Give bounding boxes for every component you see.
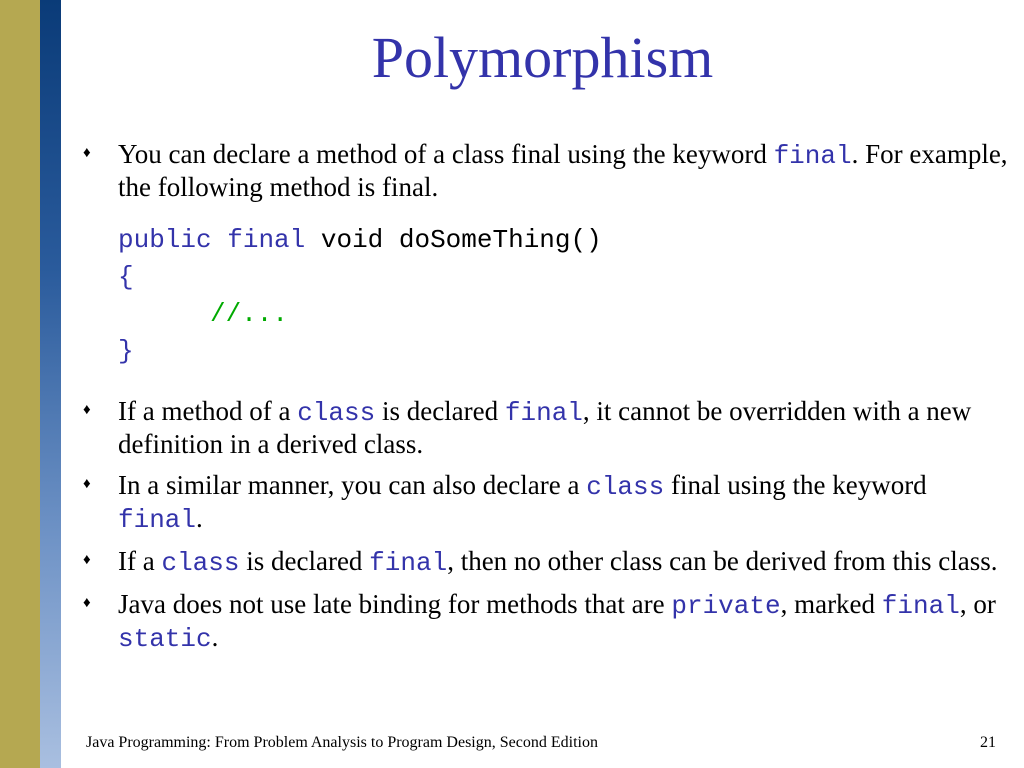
slide-title: Polymorphism bbox=[371, 25, 714, 90]
code-keyword: final bbox=[369, 548, 448, 578]
bullet-text: , it cannot be overridden with a new definition in a derived class. bbox=[118, 396, 972, 459]
diamond-bullet-icon: ♦ bbox=[83, 145, 91, 161]
slide-content bbox=[78, 139, 1008, 655]
code-keyword: class bbox=[586, 472, 665, 502]
diamond-bullet-icon: ♦ bbox=[83, 402, 91, 418]
code-keyword: final bbox=[504, 398, 583, 428]
code-keyword: public bbox=[118, 225, 212, 255]
code-keyword: private bbox=[671, 591, 781, 621]
bullet-text: . For example, the following method is final. bbox=[118, 139, 1008, 202]
bullet-text: You can declare a method of a class final using the keyword bbox=[118, 139, 774, 169]
bullet-text: , then no other class can be derived from this class. bbox=[447, 546, 998, 576]
code-line: { bbox=[118, 262, 134, 292]
code-text: void doSomeThing() bbox=[320, 225, 602, 255]
bullet-item bbox=[78, 139, 1008, 203]
bullet-item bbox=[78, 589, 1008, 655]
page-number: 21 bbox=[980, 734, 996, 751]
code-line: } bbox=[118, 336, 134, 366]
bullet-item bbox=[78, 396, 1008, 460]
diamond-bullet-icon: ♦ bbox=[83, 476, 91, 492]
code-keyword: final bbox=[773, 141, 852, 171]
bullet-text: . bbox=[211, 622, 219, 652]
left-decorative-bar bbox=[0, 0, 40, 768]
code-keyword: static bbox=[118, 624, 212, 654]
bullet-text: Java does not use late binding for methods that are bbox=[118, 589, 672, 619]
code-block bbox=[78, 222, 1008, 370]
code-keyword: final bbox=[881, 591, 960, 621]
bullet-text: , or bbox=[959, 589, 996, 619]
bullet-text: final using the keyword bbox=[664, 470, 927, 500]
code-keyword: final bbox=[118, 505, 197, 535]
footer-text: Java Programming: From Problem Analysis to Program Design, Second Edition bbox=[86, 734, 598, 751]
bullet-item bbox=[78, 470, 1008, 536]
bullet-text: . bbox=[196, 503, 203, 533]
code-line bbox=[118, 222, 1008, 259]
bullet-item bbox=[78, 546, 1008, 579]
code-keyword: final bbox=[227, 225, 306, 255]
code-comment: //... bbox=[210, 299, 289, 329]
bullet-text: In a similar manner, you can also declare a bbox=[118, 470, 587, 500]
bullet-text: is declared bbox=[375, 396, 505, 426]
diamond-bullet-icon: ♦ bbox=[83, 595, 91, 611]
left-gradient-bar bbox=[40, 0, 61, 768]
bullet-text: , marked bbox=[780, 589, 882, 619]
bullet-text: If a method of a bbox=[118, 396, 298, 426]
bullet-text: If a bbox=[118, 546, 162, 576]
diamond-bullet-icon: ♦ bbox=[83, 552, 91, 568]
code-keyword: class bbox=[297, 398, 376, 428]
code-keyword: class bbox=[161, 548, 240, 578]
bullet-text: is declared bbox=[239, 546, 370, 576]
